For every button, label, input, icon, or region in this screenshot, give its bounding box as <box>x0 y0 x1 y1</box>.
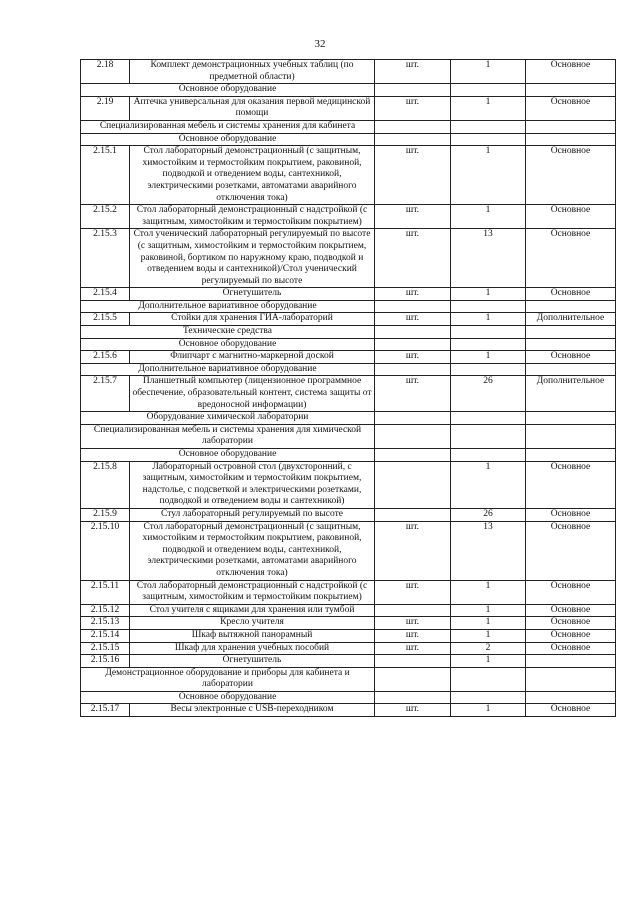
item-unit <box>375 461 451 508</box>
empty-cell <box>526 84 616 97</box>
item-type: Основное <box>526 617 616 630</box>
section-title: Основное оборудование <box>81 691 375 704</box>
section-row <box>81 667 616 691</box>
item-name: Флипчарт с магнитно-маркерной доской <box>130 351 375 364</box>
item-number: 2.15.11 <box>81 580 130 604</box>
section-title: Оборудование химической лаборатории <box>81 412 375 425</box>
item-number: 2.15.15 <box>81 642 130 655</box>
item-name: Шкаф вытяжной панорамный <box>130 629 375 642</box>
item-name: Стойки для хранения ГИА-лабораторий <box>130 313 375 326</box>
item-number: 2.15.5 <box>81 313 130 326</box>
item-number: 2.15.8 <box>81 461 130 508</box>
item-unit: шт. <box>375 313 451 326</box>
empty-cell <box>375 120 451 133</box>
item-unit: шт. <box>375 96 451 120</box>
empty-cell <box>375 449 451 462</box>
item-type: Основное <box>526 205 616 229</box>
section-row <box>81 363 616 376</box>
item-type: Основное <box>526 351 616 364</box>
item-number: 2.15.16 <box>81 655 130 668</box>
empty-cell <box>526 326 616 339</box>
item-type: Основное <box>526 146 616 205</box>
table-row <box>81 146 616 205</box>
item-name: Стол ученический лабораторный регулируемый по высоте (с защитным, химостойким и термостойким покрытием, раковиной, бортиком по наружному краю, подводкой и отведением воды и сантехникой)/Стол ученический регулируемый по высоте <box>130 229 375 288</box>
section-row <box>81 691 616 704</box>
item-number: 2.15.14 <box>81 629 130 642</box>
item-type <box>526 655 616 668</box>
table-row <box>81 508 616 521</box>
item-quantity: 2 <box>451 642 526 655</box>
item-name: Планшетный компьютер (лицензионное программное обеспечение, образовательный контент, система защиты от вредоносной информации) <box>130 376 375 412</box>
item-quantity: 1 <box>451 205 526 229</box>
item-type: Основное <box>526 704 616 717</box>
empty-cell <box>375 326 451 339</box>
item-quantity: 1 <box>451 351 526 364</box>
empty-cell <box>375 133 451 146</box>
table-row <box>81 580 616 604</box>
item-type: Дополнительное <box>526 313 616 326</box>
section-row <box>81 424 616 448</box>
page-number: 32 <box>314 38 326 50</box>
item-unit: шт. <box>375 521 451 580</box>
item-quantity: 1 <box>451 604 526 617</box>
item-number: 2.15.6 <box>81 351 130 364</box>
item-name: Кресло учителя <box>130 617 375 630</box>
item-type: Основное <box>526 60 616 84</box>
item-unit: шт. <box>375 229 451 288</box>
item-quantity: 1 <box>451 655 526 668</box>
item-name: Стул лабораторный регулируемый по высоте <box>130 508 375 521</box>
table-row <box>81 313 616 326</box>
empty-cell <box>451 338 526 351</box>
item-type: Основное <box>526 96 616 120</box>
section-title: Основное оборудование <box>81 84 375 97</box>
section-title: Дополнительное вариативное оборудование <box>81 300 375 313</box>
item-name: Стол лабораторный демонстрационный с надстройкой (с защитным, химостойким и термостойким покрытием) <box>130 580 375 604</box>
section-title: Основное оборудование <box>81 338 375 351</box>
empty-cell <box>451 300 526 313</box>
item-unit: шт. <box>375 376 451 412</box>
item-type: Основное <box>526 508 616 521</box>
item-unit: шт. <box>375 642 451 655</box>
table-row <box>81 376 616 412</box>
section-title: Дополнительное вариативное оборудование <box>81 363 375 376</box>
table-row <box>81 521 616 580</box>
item-name: Лабораторный островной стол (двухсторонний, с защитным, химостойким и термостойким покрытием, надстолье, с подсветкой и электрическими розетками, подводкой и отведением воды и сантехникой) <box>130 461 375 508</box>
table-row <box>81 704 616 717</box>
item-number: 2.15.17 <box>81 704 130 717</box>
item-name: Аптечка универсальная для оказания первой медицинской помощи <box>130 96 375 120</box>
item-number: 2.18 <box>81 60 130 84</box>
item-unit <box>375 508 451 521</box>
empty-cell <box>375 691 451 704</box>
item-number: 2.15.12 <box>81 604 130 617</box>
section-title: Технические средства <box>81 326 375 339</box>
empty-cell <box>375 300 451 313</box>
item-type: Основное <box>526 521 616 580</box>
empty-cell <box>451 449 526 462</box>
table-row <box>81 205 616 229</box>
empty-cell <box>375 338 451 351</box>
item-type: Основное <box>526 229 616 288</box>
empty-cell <box>526 363 616 376</box>
section-row <box>81 412 616 425</box>
section-title: Специализированная мебель и системы хранения для химической лаборатории <box>81 424 375 448</box>
item-quantity: 1 <box>451 461 526 508</box>
table-row <box>81 60 616 84</box>
empty-cell <box>451 363 526 376</box>
item-quantity: 26 <box>451 508 526 521</box>
table-row <box>81 351 616 364</box>
item-number: 2.15.7 <box>81 376 130 412</box>
item-unit: шт. <box>375 629 451 642</box>
item-name: Комплект демонстрационных учебных таблиц (по предметной области) <box>130 60 375 84</box>
table-row <box>81 96 616 120</box>
item-quantity: 1 <box>451 146 526 205</box>
item-unit: шт. <box>375 704 451 717</box>
empty-cell <box>526 449 616 462</box>
item-name: Стол лабораторный демонстрационный (с защитным, химостойким и термостойким покрытием, раковиной, подводкой и отведением воды, сантехникой, электрическими розетками, автоматами аварийного отключения тока) <box>130 146 375 205</box>
item-quantity: 1 <box>451 704 526 717</box>
empty-cell <box>375 84 451 97</box>
table-row <box>81 229 616 288</box>
empty-cell <box>451 424 526 448</box>
item-type: Дополнительное <box>526 376 616 412</box>
item-unit <box>375 604 451 617</box>
item-number: 2.15.13 <box>81 617 130 630</box>
section-row <box>81 133 616 146</box>
item-type: Основное <box>526 604 616 617</box>
empty-cell <box>375 363 451 376</box>
item-type: Основное <box>526 642 616 655</box>
item-number: 2.19 <box>81 96 130 120</box>
empty-cell <box>451 133 526 146</box>
empty-cell <box>526 338 616 351</box>
empty-cell <box>451 84 526 97</box>
empty-cell <box>526 300 616 313</box>
item-quantity: 26 <box>451 376 526 412</box>
empty-cell <box>526 133 616 146</box>
section-row <box>81 338 616 351</box>
item-type: Основное <box>526 461 616 508</box>
item-type: Основное <box>526 288 616 301</box>
item-quantity: 1 <box>451 288 526 301</box>
table-row <box>81 461 616 508</box>
item-unit: шт. <box>375 146 451 205</box>
item-quantity: 1 <box>451 96 526 120</box>
empty-cell <box>526 412 616 425</box>
item-name: Стол лабораторный демонстрационный с надстройкой (с защитным, химостойким и термостойким покрытием) <box>130 205 375 229</box>
item-quantity: 1 <box>451 313 526 326</box>
item-number: 2.15.3 <box>81 229 130 288</box>
item-name: Весы электронные с USB-переходником <box>130 704 375 717</box>
empty-cell <box>451 667 526 691</box>
table-row <box>81 629 616 642</box>
item-unit <box>375 655 451 668</box>
empty-cell <box>375 424 451 448</box>
table-row <box>81 288 616 301</box>
empty-cell <box>451 120 526 133</box>
item-unit: шт. <box>375 351 451 364</box>
item-name: Стол учителя с ящиками для хранения или тумбой <box>130 604 375 617</box>
item-type: Основное <box>526 629 616 642</box>
equipment-table-body <box>81 60 616 717</box>
empty-cell <box>526 424 616 448</box>
item-name: Огнетушитель <box>130 288 375 301</box>
section-title: Специализированная мебель и системы хранения для кабинета <box>81 120 375 133</box>
item-number: 2.15.10 <box>81 521 130 580</box>
item-number: 2.15.4 <box>81 288 130 301</box>
item-unit: шт. <box>375 617 451 630</box>
item-unit: шт. <box>375 60 451 84</box>
item-number: 2.15.2 <box>81 205 130 229</box>
empty-cell <box>451 326 526 339</box>
table-row <box>81 617 616 630</box>
section-row <box>81 300 616 313</box>
item-quantity: 1 <box>451 580 526 604</box>
empty-cell <box>375 412 451 425</box>
empty-cell <box>526 691 616 704</box>
table-row <box>81 655 616 668</box>
item-quantity: 13 <box>451 229 526 288</box>
empty-cell <box>375 667 451 691</box>
empty-cell <box>451 412 526 425</box>
section-title: Основное оборудование <box>81 133 375 146</box>
equipment-table <box>80 59 616 717</box>
item-type: Основное <box>526 580 616 604</box>
item-name: Шкаф для хранения учебных пособий <box>130 642 375 655</box>
item-unit: шт. <box>375 580 451 604</box>
item-number: 2.15.1 <box>81 146 130 205</box>
item-quantity: 13 <box>451 521 526 580</box>
section-row <box>81 449 616 462</box>
empty-cell <box>526 667 616 691</box>
item-name: Огнетушитель <box>130 655 375 668</box>
item-quantity: 1 <box>451 60 526 84</box>
section-title: Демонстрационное оборудование и приборы для кабинета и лаборатории <box>81 667 375 691</box>
item-unit: шт. <box>375 205 451 229</box>
empty-cell <box>451 691 526 704</box>
table-row <box>81 604 616 617</box>
item-number: 2.15.9 <box>81 508 130 521</box>
item-quantity: 1 <box>451 629 526 642</box>
empty-cell <box>526 120 616 133</box>
item-unit: шт. <box>375 288 451 301</box>
item-quantity: 1 <box>451 617 526 630</box>
section-row <box>81 326 616 339</box>
section-row <box>81 120 616 133</box>
table-row <box>81 642 616 655</box>
section-row <box>81 84 616 97</box>
section-title: Основное оборудование <box>81 449 375 462</box>
item-name: Стол лабораторный демонстрационный (с защитным, химостойким и термостойким покрытием, раковиной, подводкой и отведением воды, сантехникой, электрическими розетками, автоматами аварийного отключения тока) <box>130 521 375 580</box>
